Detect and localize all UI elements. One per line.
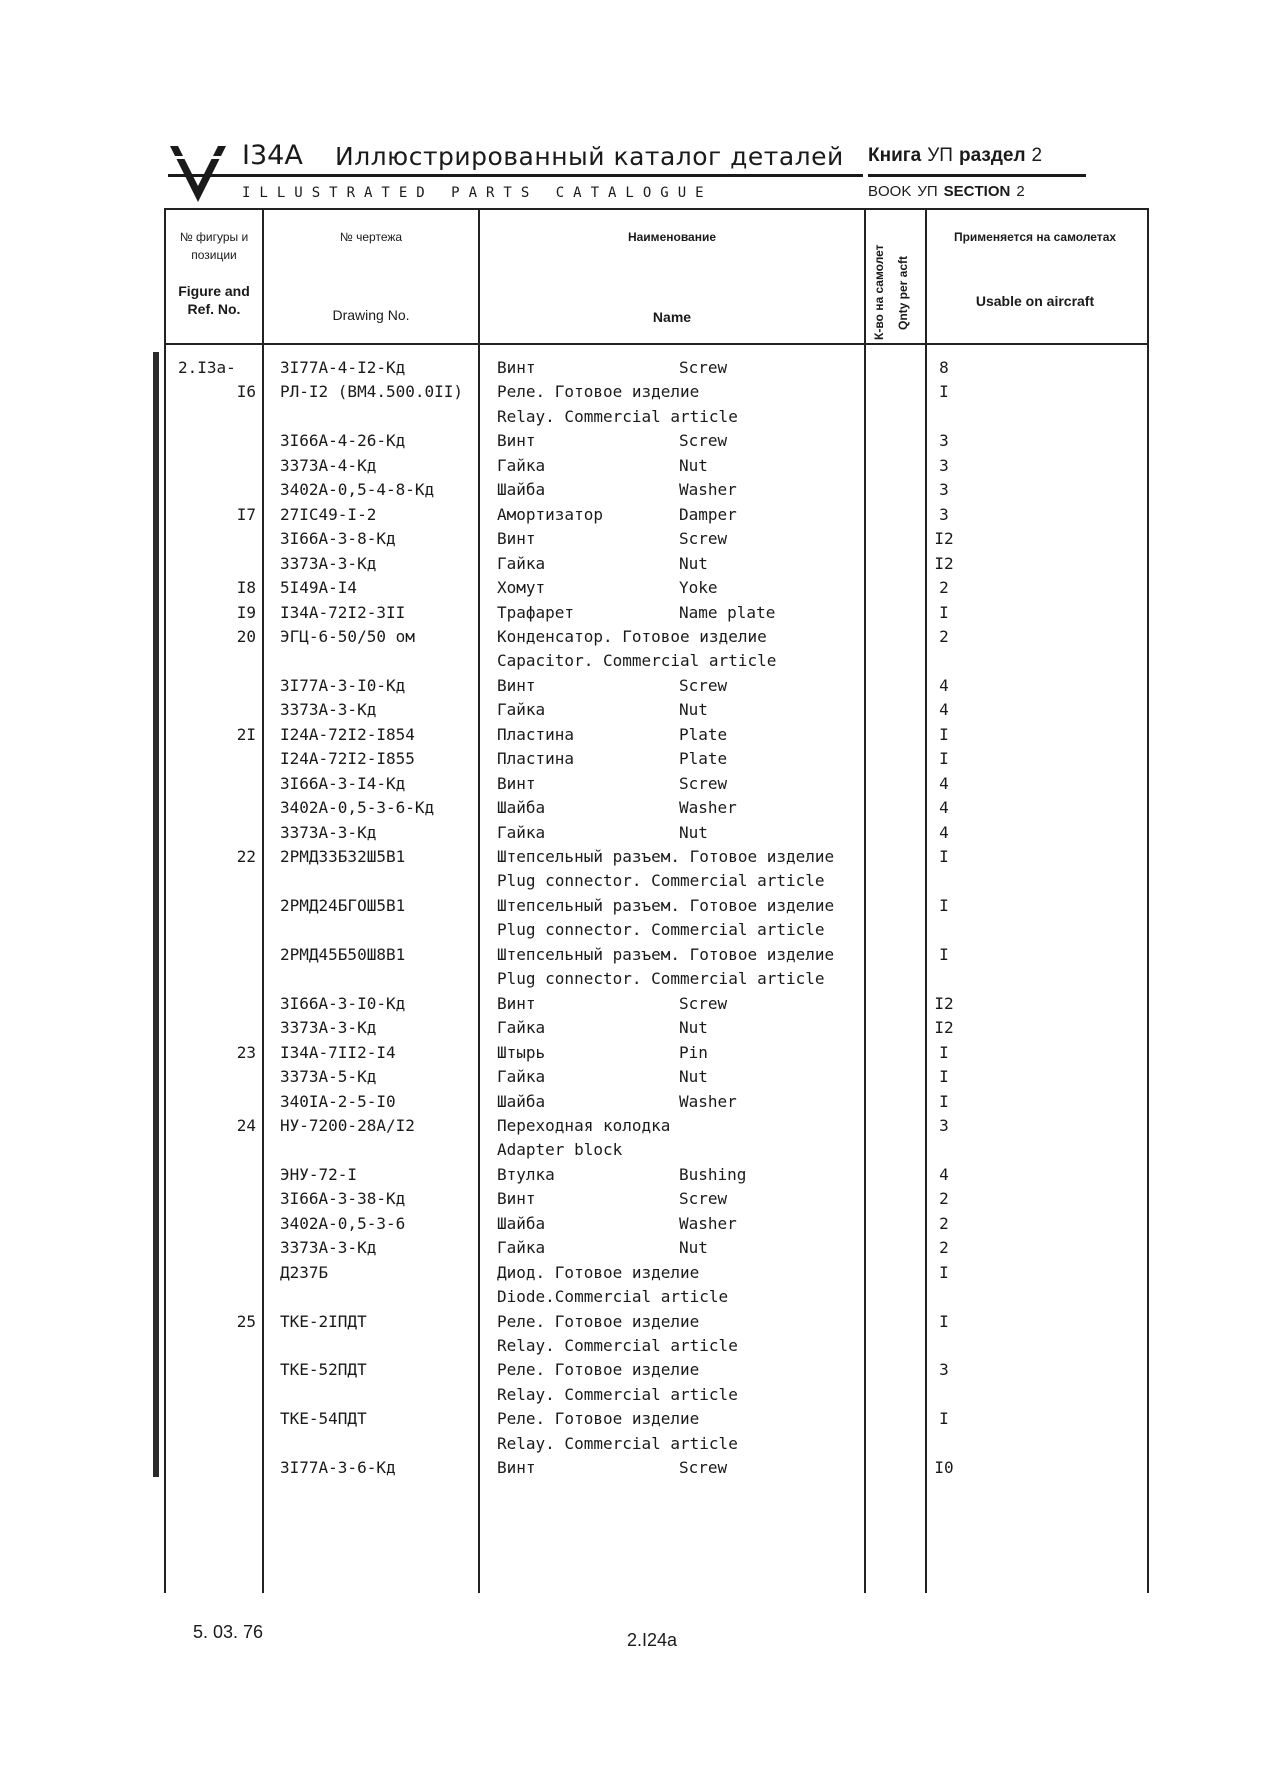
- name-ru: Штепсельный разъем. Готовое изделие: [497, 847, 835, 866]
- table-row: [164, 1263, 1149, 1287]
- table-row: [164, 676, 1149, 700]
- name-ru: Переходная колодка: [497, 1115, 671, 1135]
- name-ru: Втулка: [497, 1164, 555, 1184]
- name-ru: Шайба: [497, 480, 546, 500]
- drawing-number: 3I77A-4-I2-Кд: [280, 358, 406, 377]
- name-en: Nut: [679, 1018, 708, 1038]
- col-header-fig-en: Figure and Ref. No.: [178, 283, 250, 317]
- quantity: 4: [939, 1164, 949, 1184]
- quantity: 4: [939, 798, 949, 818]
- header-divider: [164, 343, 1149, 345]
- drawing-number: I34A-72I2-3II: [280, 602, 406, 622]
- drawing-number: 3373A-4-Кд: [280, 455, 377, 475]
- table-row: [164, 1092, 1149, 1116]
- name-en-line: Diode.Commercial article: [497, 1287, 729, 1307]
- table-row: [164, 529, 1149, 553]
- quantity: I: [939, 944, 949, 964]
- name-ru: Реле. Готовое изделие: [497, 1409, 700, 1429]
- quantity: I: [939, 1262, 949, 1282]
- table-row: [164, 969, 1149, 993]
- quantity: 8: [939, 358, 949, 377]
- fig-ref: 20: [236, 626, 256, 646]
- table-row: [164, 505, 1149, 529]
- name-ru: Хомут: [497, 578, 546, 598]
- table-row: [164, 896, 1149, 920]
- drawing-number: I24A-72I2-I855: [280, 749, 415, 769]
- name-ru: Пластина: [497, 749, 575, 769]
- name-ru: Гайка: [497, 822, 546, 842]
- name-ru: Амортизатор: [497, 504, 603, 524]
- name-en: Washer: [679, 480, 737, 500]
- fig-ref: 23: [236, 1042, 256, 1062]
- drawing-number: 3373A-3-Кд: [280, 553, 377, 573]
- name-en: Screw: [679, 1458, 728, 1478]
- quantity: I: [939, 1042, 949, 1062]
- col-header-usable-ru: Применяется на самолетах: [953, 230, 1117, 244]
- name-en: Plate: [679, 724, 728, 744]
- table-row: [164, 1336, 1149, 1360]
- name-ru: Штырь: [497, 1042, 546, 1062]
- name-ru: Трафарет: [497, 602, 575, 622]
- name-en: Pin: [679, 1042, 708, 1062]
- col-header-fig-ru: № фигуры и позиции: [179, 230, 249, 262]
- quantity: I0: [934, 1458, 954, 1478]
- quantity: 2: [939, 1189, 949, 1209]
- name-ru: Винт: [497, 1189, 536, 1209]
- drawing-number: 2РМД45Б50Ш8В1: [280, 944, 406, 964]
- name-ru: Гайка: [497, 455, 546, 475]
- table-row: [164, 627, 1149, 651]
- name-ru: Винт: [497, 773, 536, 793]
- table-row: [164, 1067, 1149, 1091]
- table-row: [164, 847, 1149, 871]
- name-ru: Штепсельный разъем. Готовое изделие: [497, 944, 835, 964]
- drawing-number: 3373A-3-Кд: [280, 1018, 377, 1038]
- table-row: [164, 1360, 1149, 1384]
- table-row: [164, 382, 1149, 406]
- name-en: Screw: [679, 1189, 728, 1209]
- col-header-draw-en: Drawing No.: [332, 307, 410, 323]
- issue-date: 5. 03. 76: [193, 1622, 264, 1642]
- table-row: [164, 1189, 1149, 1213]
- name-ru: Гайка: [497, 700, 546, 720]
- quantity: I: [939, 1091, 949, 1111]
- fig-ref: 2I: [236, 724, 256, 744]
- drawing-number: 3I77A-3-I0-Кд: [280, 675, 406, 695]
- table-row: [164, 578, 1149, 602]
- drawing-number: 3402A-0,5-3-6: [280, 1213, 406, 1233]
- drawing-number: РЛ-I2 (ВМ4.500.0II): [280, 382, 464, 402]
- table-row: [164, 1043, 1149, 1067]
- table-row: [164, 749, 1149, 773]
- name-ru: Винт: [497, 529, 536, 549]
- quantity: I: [939, 602, 949, 622]
- name-en: Plate: [679, 749, 728, 769]
- name-en: Screw: [679, 358, 728, 377]
- name-ru: Штепсельный разъем. Готовое изделие: [497, 895, 835, 915]
- table-row: [164, 1116, 1149, 1140]
- name-ru: Винт: [497, 431, 536, 451]
- name-en: Screw: [679, 993, 728, 1013]
- table-row: [164, 1409, 1149, 1433]
- drawing-number: 3I66A-3-I0-Кд: [280, 993, 406, 1013]
- fig-ref: 22: [236, 847, 256, 866]
- quantity: 3: [939, 455, 949, 475]
- name-en: Washer: [679, 798, 737, 818]
- book-section-ru: Книга УП раздел 2: [868, 145, 1043, 166]
- table-row: [164, 945, 1149, 969]
- name-ru: Шайба: [497, 798, 546, 818]
- name-ru: Винт: [497, 993, 536, 1013]
- fig-ref: I8: [236, 578, 256, 598]
- fig-ref: 2.I3a-: [178, 358, 236, 377]
- fig-ref: 25: [236, 1311, 256, 1331]
- revision-bar: [153, 352, 159, 1477]
- name-ru: Винт: [497, 1458, 536, 1478]
- quantity: 2: [939, 626, 949, 646]
- name-en: Washer: [679, 1213, 737, 1233]
- name-en-line: Plug connector. Commercial article: [497, 920, 825, 940]
- drawing-number: 3373A-3-Кд: [280, 700, 377, 720]
- name-ru: Гайка: [497, 1018, 546, 1038]
- name-ru: Шайба: [497, 1091, 546, 1111]
- fig-ref: I6: [236, 382, 256, 402]
- table-row: [164, 994, 1149, 1018]
- quantity: 2: [939, 1213, 949, 1233]
- name-en: Nut: [679, 1238, 708, 1258]
- name-en: Screw: [679, 529, 728, 549]
- drawing-number: 2РМД33Б32Ш5В1: [280, 847, 406, 866]
- table-row: [164, 823, 1149, 847]
- name-ru: Винт: [497, 675, 536, 695]
- name-ru: Реле. Готовое изделие: [497, 1311, 700, 1331]
- book-section-en: BOOK УП SECTION 2: [868, 183, 1025, 200]
- table-row: [164, 456, 1149, 480]
- quantity: 4: [939, 675, 949, 695]
- name-ru: Винт: [497, 358, 536, 377]
- name-ru: Реле. Готовое изделие: [497, 382, 700, 402]
- name-en: Washer: [679, 1091, 737, 1111]
- fig-ref: I7: [236, 504, 256, 524]
- table-row: [164, 1165, 1149, 1189]
- quantity: 3: [939, 431, 949, 451]
- quantity: I2: [934, 553, 954, 573]
- col-header-name-en: Name: [652, 309, 692, 325]
- quantity: 3: [939, 1360, 949, 1380]
- drawing-number: ЭНУ-72-I: [280, 1164, 358, 1184]
- table-row: [164, 480, 1149, 504]
- quantity: I: [939, 1311, 949, 1331]
- table-row: [164, 431, 1149, 455]
- name-en: Nut: [679, 553, 708, 573]
- col-header-qty-ru: К-во на самолет: [872, 244, 886, 340]
- table-row: [164, 1140, 1149, 1164]
- quantity: I2: [934, 529, 954, 549]
- name-ru: Реле. Готовое изделие: [497, 1360, 700, 1380]
- drawing-number: 3I66A-4-26-Кд: [280, 431, 406, 451]
- drawing-number: 3I77A-3-6-Кд: [280, 1458, 396, 1478]
- drawing-number: 27IC49-I-2: [280, 504, 377, 524]
- quantity: 3: [939, 1115, 949, 1135]
- title-ru: Иллюстрированный каталог деталей: [335, 142, 844, 171]
- name-en-line: Plug connector. Commercial article: [497, 969, 825, 989]
- name-en: Bushing: [679, 1164, 747, 1184]
- name-en: Nut: [679, 822, 708, 842]
- drawing-number: 3373A-3-Кд: [280, 1238, 377, 1258]
- name-en: Nut: [679, 700, 708, 720]
- header-rule-left: [168, 174, 863, 177]
- quantity: I: [939, 1409, 949, 1429]
- drawing-number: 5I49A-I4: [280, 578, 358, 598]
- quantity: I: [939, 1067, 949, 1087]
- table-row: [164, 1312, 1149, 1336]
- table-row: [164, 1018, 1149, 1042]
- quantity: 2: [939, 1238, 949, 1258]
- table-row: [164, 920, 1149, 944]
- drawing-number: 3I66A-3-I4-Кд: [280, 773, 406, 793]
- drawing-number: 3402A-0,5-3-6-Кд: [280, 798, 435, 818]
- table-row: [164, 725, 1149, 749]
- page-number: 2.I24a: [627, 1630, 678, 1650]
- name-en: Damper: [679, 504, 737, 524]
- table-row: [164, 1238, 1149, 1262]
- table-row: [164, 1385, 1149, 1409]
- drawing-number: ЭГЦ-6-50/50 ом: [280, 626, 415, 646]
- name-ru: Конденсатор. Готовое изделие: [497, 626, 767, 646]
- name-en-line: Relay. Commercial article: [497, 1433, 738, 1453]
- fig-ref: I9: [236, 602, 256, 622]
- quantity: 4: [939, 773, 949, 793]
- drawing-number: 3373A-5-Кд: [280, 1067, 377, 1087]
- drawing-number: 3373A-3-Кд: [280, 822, 377, 842]
- table-row: [164, 407, 1149, 431]
- name-en-line: Relay. Commercial article: [497, 406, 738, 426]
- name-en: Nut: [679, 1067, 708, 1087]
- name-en-line: Plug connector. Commercial article: [497, 871, 825, 891]
- col-header-usable-en: Usable on aircraft: [975, 293, 1095, 309]
- quantity: 2: [939, 578, 949, 598]
- fig-ref: 24: [236, 1115, 256, 1135]
- table-row: [164, 358, 1149, 382]
- table-row: [164, 554, 1149, 578]
- drawing-number: НУ-7200-28А/I2: [280, 1115, 415, 1135]
- drawing-number: Д237Б: [280, 1262, 329, 1282]
- name-ru: Гайка: [497, 553, 546, 573]
- quantity: I: [939, 749, 949, 769]
- model-label: I34A: [242, 140, 303, 171]
- name-ru: Пластина: [497, 724, 575, 744]
- table-row: [164, 700, 1149, 724]
- name-ru: Гайка: [497, 1238, 546, 1258]
- drawing-number: ТКЕ-2IПДТ: [280, 1311, 367, 1331]
- col-header-qty-en: Qnty per acft: [896, 255, 910, 330]
- name-en-line: Capacitor. Commercial article: [497, 651, 777, 671]
- table-row: [164, 774, 1149, 798]
- table-row: [164, 1287, 1149, 1311]
- name-en: Screw: [679, 773, 728, 793]
- table-row: [164, 798, 1149, 822]
- table-row: [164, 1214, 1149, 1238]
- quantity: I2: [934, 1018, 954, 1038]
- name-en: Screw: [679, 675, 728, 695]
- quantity: I: [939, 724, 949, 744]
- col-header-draw-ru: № чертежа: [339, 230, 403, 244]
- drawing-number: 3I66A-3-38-Кд: [280, 1189, 406, 1209]
- drawing-number: I34A-7II2-I4: [280, 1042, 396, 1062]
- quantity: I2: [934, 993, 954, 1013]
- name-ru: Диод. Готовое изделие: [497, 1262, 700, 1282]
- logo-icon: [168, 142, 230, 204]
- drawing-number: 340IA-2-5-I0: [280, 1091, 396, 1111]
- name-en: Screw: [679, 431, 728, 451]
- name-ru: Гайка: [497, 1067, 546, 1087]
- name-en-line: Adapter block: [497, 1140, 623, 1160]
- name-en-line: Relay. Commercial article: [497, 1336, 738, 1355]
- quantity: 3: [939, 480, 949, 500]
- table-row: [164, 1458, 1149, 1482]
- drawing-number: 2РМД24БГОШ5В1: [280, 895, 406, 915]
- quantity: 3: [939, 504, 949, 524]
- name-en: Name plate: [679, 602, 776, 622]
- quantity: I: [939, 895, 949, 915]
- name-en: Yoke: [679, 578, 718, 598]
- name-en: Nut: [679, 455, 708, 475]
- quantity: 4: [939, 822, 949, 842]
- drawing-number: 3402A-0,5-4-8-Кд: [280, 480, 435, 500]
- drawing-number: ТКЕ-52ПДТ: [280, 1360, 367, 1380]
- header-rule-right: [868, 174, 1086, 177]
- quantity: 4: [939, 700, 949, 720]
- table-row: [164, 1434, 1149, 1458]
- col-header-name-ru: Наименование: [627, 230, 717, 244]
- drawing-number: I24A-72I2-I854: [280, 724, 415, 744]
- drawing-number: ТКЕ-54ПДТ: [280, 1409, 367, 1429]
- table-row: [164, 603, 1149, 627]
- quantity: I: [939, 847, 949, 866]
- quantity: I: [939, 382, 949, 402]
- name-ru: Шайба: [497, 1213, 546, 1233]
- title-en: ILLUSTRATED PARTS CATALOGUE: [242, 185, 713, 201]
- table-row: [164, 871, 1149, 895]
- table-row: [164, 651, 1149, 675]
- name-en-line: Relay. Commercial article: [497, 1384, 738, 1404]
- drawing-number: 3I66A-3-8-Кд: [280, 529, 396, 549]
